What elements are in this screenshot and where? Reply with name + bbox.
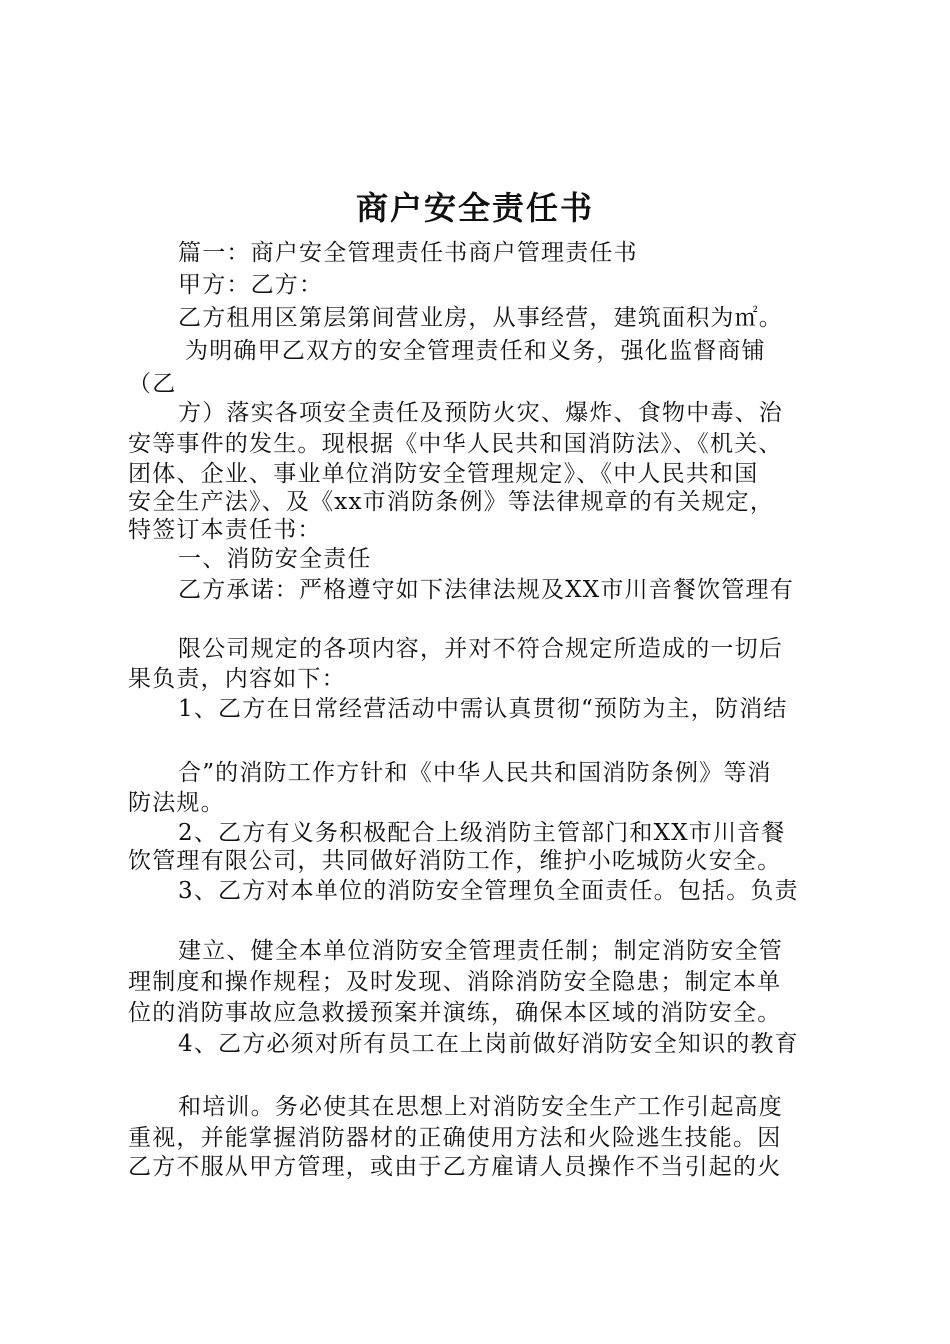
text-line: 位的消防事故应急救援预案并演练，确保本区域的消防安全。	[128, 1000, 782, 1026]
text-line: 重视，并能掌握消防器材的正确使用方法和火险逃生技能。因	[128, 1125, 782, 1151]
text-line: 安全生产法》、及《xx市消防条例》等法律规章的有关规定，	[128, 489, 775, 515]
document-title: 商户安全责任书	[355, 189, 594, 227]
text-line: 甲方：乙方：	[178, 272, 324, 298]
text-line: 限公司规定的各项内容，并对不符合规定所造成的一切后	[178, 636, 783, 662]
text-line: 团体、企业、事业单位消防安全管理规定》、《中人民共和国	[128, 461, 759, 487]
text-line: 篇一：商户安全管理责任书商户管理责任书	[178, 240, 638, 266]
text-line: 安等事件的发生。现根据《中华人民共和国消防法》、《机关、	[128, 431, 783, 457]
text-line: 建立、健全本单位消防安全管理责任制；制定消防安全管	[178, 938, 783, 964]
text-line: 和培训。务必使其在思想上对消防安全生产工作引起高度	[178, 1094, 783, 1120]
text-line: （乙	[128, 371, 177, 397]
text-line: 1、乙方在日常经营活动中需认真贯彻“预防为主，防消结	[178, 696, 788, 722]
text-line: 为明确甲乙双方的安全管理责任和义务，强化监督商铺	[185, 338, 766, 364]
text-line: 2、乙方有义务积极配合上级消防主管部门和XX市川音餐	[178, 820, 786, 846]
text-line: 饮管理有限公司，共同做好消防工作，维护小吃城防火安全。	[128, 848, 782, 874]
text-line: 防法规。	[128, 790, 225, 816]
text-line: 3、乙方对本单位的消防安全管理负全面责任。包括。负责	[178, 878, 799, 904]
text-line: 乙方不服从甲方管理，或由于乙方雇请人员操作不当引起的火	[128, 1154, 782, 1180]
text-line: 乙方承诺：严格遵守如下法律法规及XX市川音餐饮管理有	[178, 577, 794, 603]
text-line: 果负责，内容如下：	[128, 666, 346, 692]
text-line: 方）落实各项安全责任及预防火灾、爆炸、食物中毒、治	[178, 400, 783, 426]
text-line: 一、消防安全责任	[178, 546, 372, 572]
text-line: 特签订本责任书：	[128, 517, 322, 543]
text-line: 合”的消防工作方针和《中华人民共和国消防条例》等消	[178, 760, 772, 786]
text-line: 4、乙方必须对所有员工在上岗前做好消防安全知识的教育	[178, 1031, 799, 1057]
text-line: 乙方租用区第层第间营业房，从事经营，建筑面积为㎡。	[178, 305, 783, 331]
text-line: 理制度和操作规程；及时发现、消除消防安全隐患；制定本单	[128, 969, 782, 995]
